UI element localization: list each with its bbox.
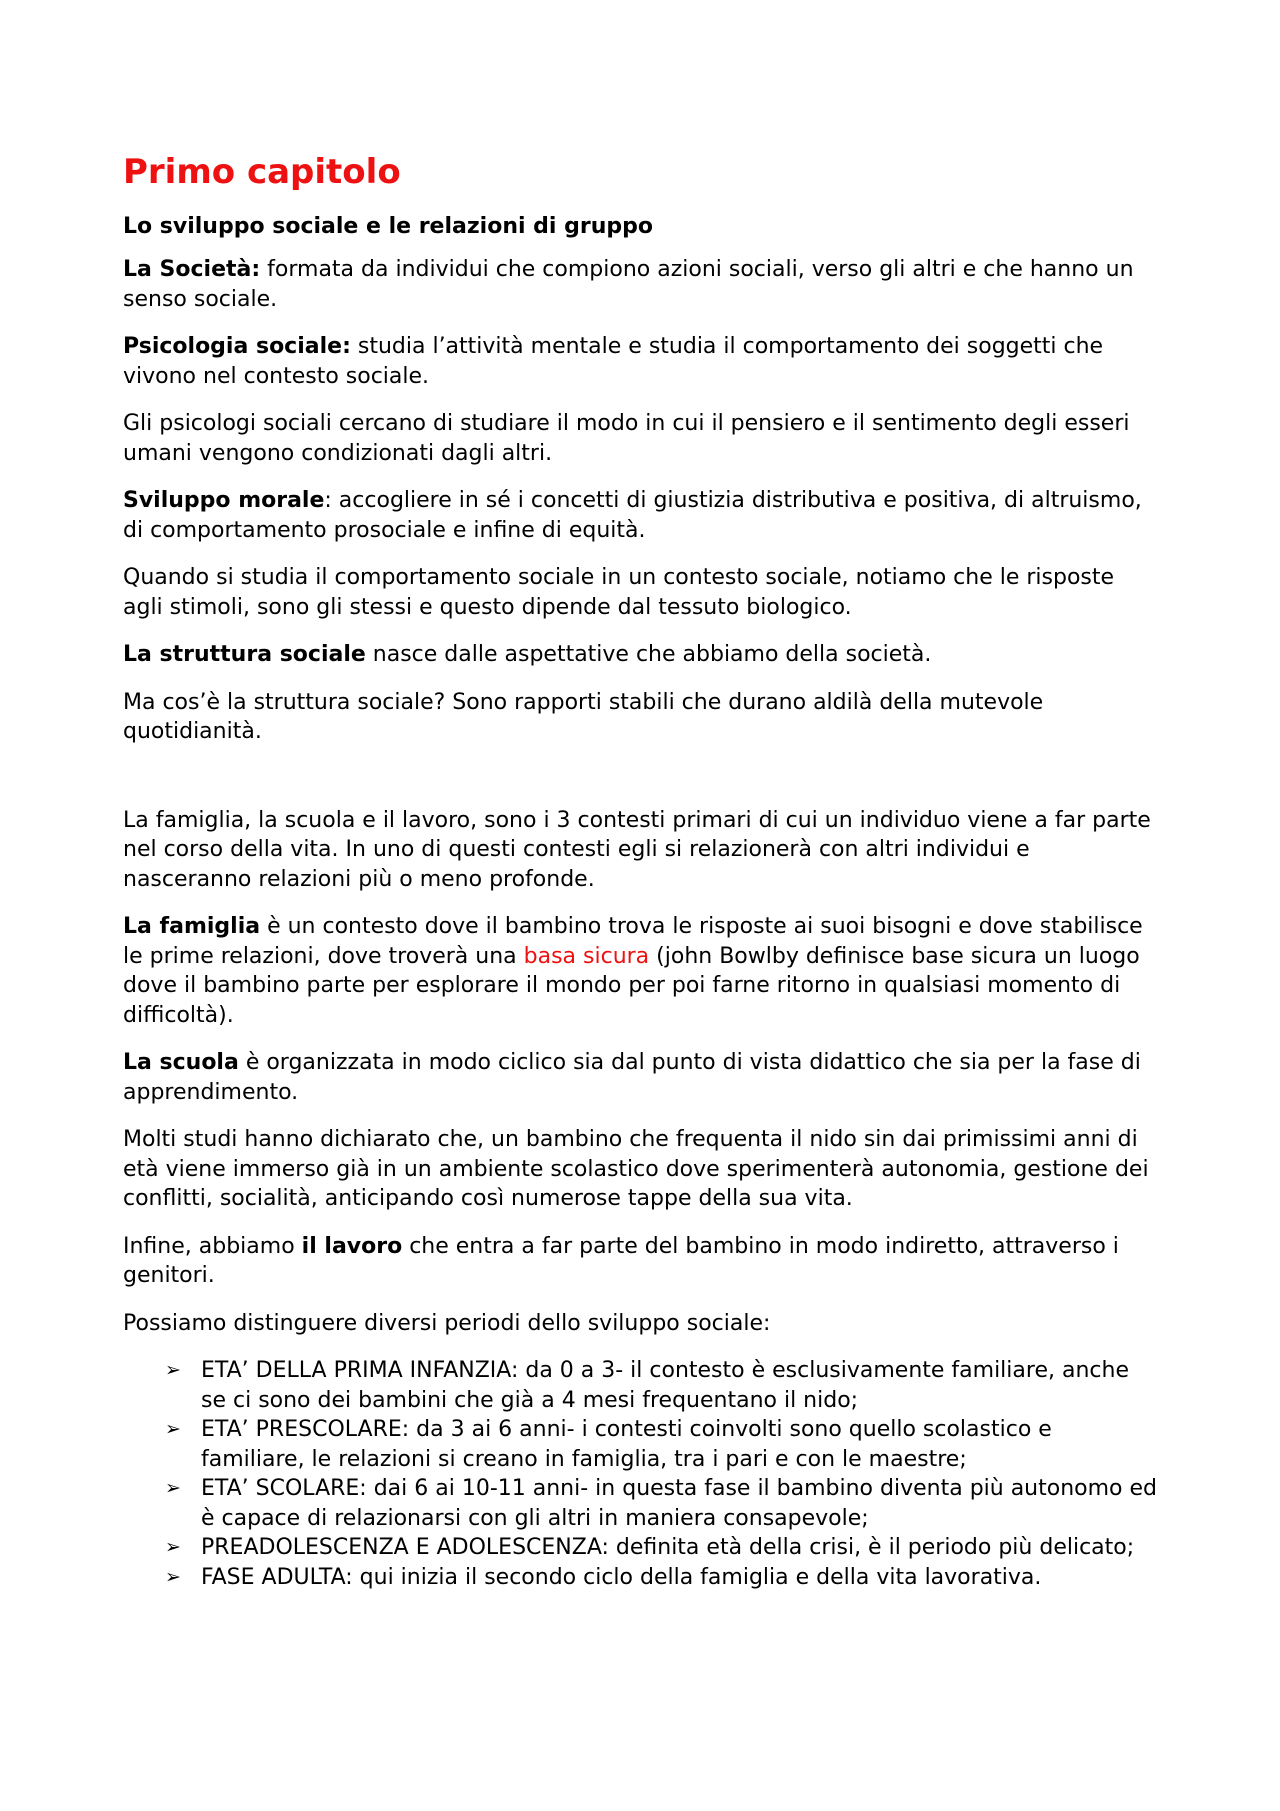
- paragraph-text: formata da individui che compiono azioni sociali, verso gli altri e che hanno un senso sociale.: [123, 257, 1134, 312]
- paragraph-nido: Molti studi hanno dichiarato che, un bambino che frequenta il nido sin dai primissimi anni di età viene immerso già in un ambiente scolastico dove sperimenterà autonomia, gestione dei conflitti, socialità, anticipando così numerose tappe della sua vita.: [123, 1127, 1149, 1211]
- periods-list: [123, 1356, 1160, 1592]
- paragraph-lavoro: [123, 1232, 1160, 1291]
- arrowhead-bullet-icon: ➢: [165, 1536, 181, 1558]
- paragraph-text: studia l’attività mentale e studia il comportamento dei soggetti che vivono nel contesto sociale.: [123, 334, 1104, 389]
- arrowhead-bullet-icon: ➢: [165, 1477, 181, 1499]
- paragraph-text: nasce dalle aspettative che abbiamo della società.: [365, 642, 932, 667]
- paragraph-cose-struttura: Ma cos’è la struttura sociale? Sono rapporti stabili che durano aldilà della mutevole quotidianità.: [123, 689, 1044, 744]
- paragraph-text: è un contesto dove il bambino trova le risposte ai suoi bisogni e dove stabilisce le prime relazioni, dove troverà una: [123, 914, 1143, 969]
- term-label: La struttura sociale: [123, 642, 366, 667]
- paragraph-struttura-sociale: [123, 640, 1160, 670]
- paragraph-sviluppo-morale: [123, 486, 1160, 545]
- paragraph-text: è organizzata in modo ciclico sia dal punto di vista didattico che sia per la fase di apprendimento.: [123, 1050, 1141, 1105]
- paragraph-psicologi-sociali: Gli psicologi sociali cercano di studiare il modo in cui il pensiero e il sentimento degli esseri umani vengono condizionati dagli altri.: [123, 411, 1130, 466]
- paragraph-famiglia: [123, 912, 1160, 1030]
- arrowhead-bullet-icon: ➢: [165, 1418, 181, 1440]
- list-item: ➢ FASE ADULTA: qui inizia il secondo ciclo della famiglia e della vita lavorativa.: [165, 1563, 1160, 1593]
- term-label: Psicologia sociale:: [123, 334, 351, 359]
- term-label: La famiglia: [123, 914, 261, 939]
- paragraph-text: : accogliere in sé i concetti di giustizia distributiva e positiva, di altruismo, di comportamento prosociale e infine di equità.: [123, 488, 1142, 543]
- list-item: ➢ ETA’ PRESCOLARE: da 3 ai 6 anni- i contesti coinvolti sono quello scolastico e familiare, le relazioni si creano in famiglia, tra i pari e con le maestre;: [165, 1417, 1052, 1472]
- list-item: ➢ ETA’ SCOLARE: dai 6 ai 10-11 anni- in questa fase il bambino diventa più autonomo ed è capace di relazionarsi con gli altri in maniera consapevole;: [165, 1476, 1158, 1531]
- blank-line: [123, 765, 1160, 806]
- paragraph-societa: [123, 255, 1160, 314]
- paragraph-text: che entra a far parte del bambino in modo indiretto, attraverso i genitori.: [123, 1233, 1119, 1288]
- term-label: il lavoro: [301, 1233, 403, 1259]
- arrowhead-bullet-icon: ➢: [165, 1359, 181, 1381]
- paragraph-scuola: [123, 1048, 1160, 1107]
- section-subtitle: Lo sviluppo sociale e le relazioni di gruppo: [123, 214, 653, 239]
- paragraph-periodi-intro: Possiamo distinguere diversi periodi dello sviluppo sociale:: [123, 1310, 771, 1336]
- term-label: La scuola: [123, 1050, 239, 1075]
- arrowhead-bullet-icon: ➢: [165, 1565, 181, 1588]
- list-item: ➢ PREADOLESCENZA E ADOLESCENZA: definita età della crisi, è il periodo più delicato;: [165, 1533, 1160, 1563]
- chapter-title: Primo capitolo: [123, 152, 401, 192]
- paragraph-psicologia-sociale: [123, 332, 1160, 391]
- highlight-basa-sicura: basa sicura: [523, 943, 650, 969]
- paragraph-comportamento-sociale: Quando si studia il comportamento sociale in un contesto sociale, notiamo che le risposte agli stimoli, sono gli stessi e questo dipende dal tessuto biologico.: [123, 565, 1115, 620]
- paragraph-text: Infine, abbiamo: [123, 1233, 302, 1259]
- list-item: ➢ ETA’ DELLA PRIMA INFANZIA: da 0 a 3- il contesto è esclusivamente familiare, anche se ci sono dei bambini che già a 4 mesi frequentano il nido;: [165, 1358, 1129, 1413]
- paragraph-text: (john Bowlby definisce base sicura un luogo dove il bambino parte per esplorare il mondo per poi farne ritorno in qualsiasi momento di difficoltà).: [123, 943, 1140, 1028]
- term-label: Sviluppo morale: [123, 488, 325, 513]
- term-label: La Società:: [123, 257, 261, 282]
- paragraph-contesti-primari: La famiglia, la scuola e il lavoro, sono i 3 contesti primari di cui un individuo viene a far parte nel corso della vita. In uno di questi contesti egli si relazionerà con altri individui e nasceranno relazioni più o meno profonde.: [123, 807, 1151, 892]
